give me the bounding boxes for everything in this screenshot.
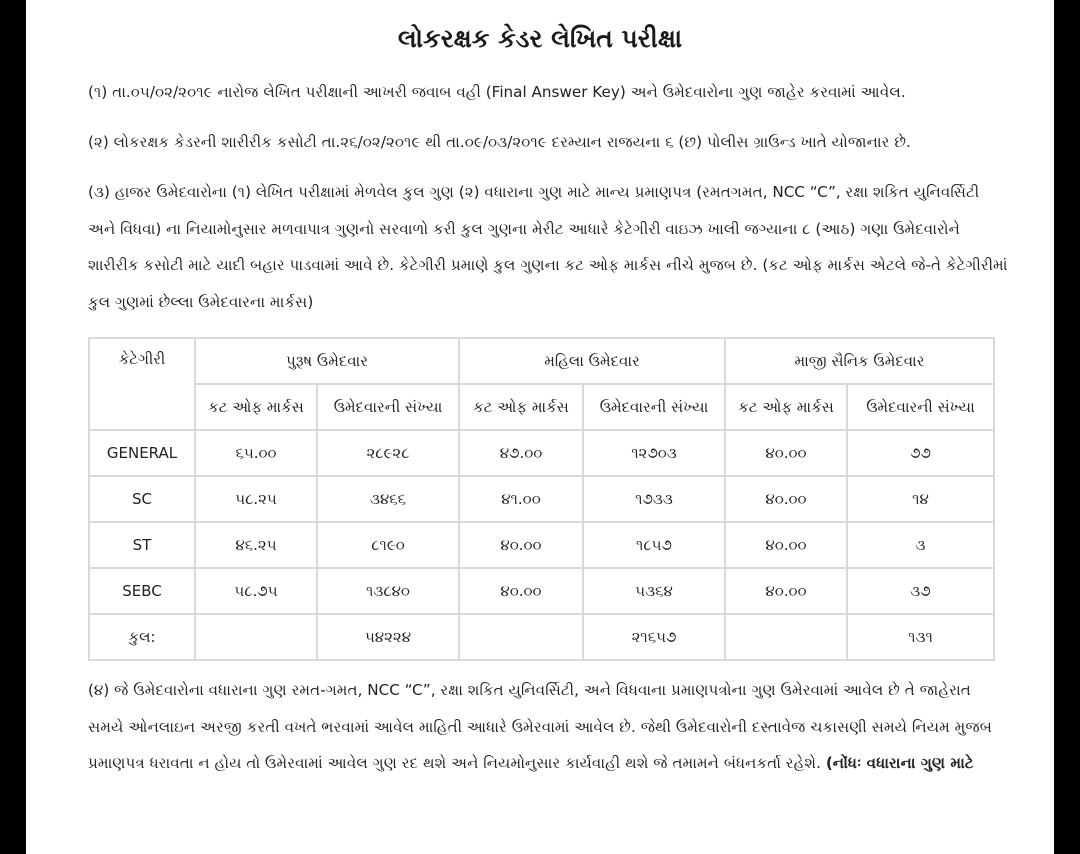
table-cell bbox=[195, 614, 317, 660]
table-cell: ૪૧.૦૦ bbox=[459, 476, 583, 522]
table-cell: ૪૬.૨૫ bbox=[195, 522, 317, 568]
group-header-female: મહિલા ઉમેદવાર bbox=[459, 338, 725, 384]
table-cell bbox=[459, 614, 583, 660]
row-category: SEBC bbox=[89, 568, 195, 614]
row-category: કુલ: bbox=[89, 614, 195, 660]
table-cell: ૨૮૯૨૮ bbox=[317, 430, 459, 476]
group-header-ex-servicemen: માજી સૈનિક ઉમેદવાર bbox=[725, 338, 994, 384]
table-cell: ૪૦.૦૦ bbox=[459, 568, 583, 614]
sub-header-cutoff: કટ ઓફ માર્કસ bbox=[725, 384, 847, 430]
table-cell: ૪૦.૦૦ bbox=[725, 522, 847, 568]
table-cell: ૪૦.૦૦ bbox=[725, 430, 847, 476]
row-category: SC bbox=[89, 476, 195, 522]
table-row bbox=[89, 522, 994, 568]
table-cell: ૧૩૧ bbox=[847, 614, 994, 660]
table-cell bbox=[725, 614, 847, 660]
table-row bbox=[89, 430, 994, 476]
paragraph-1: (૧) તા.૦૫/૦૨/૨૦૧૯ નારોજ લેખિત પરીક્ષાની આખરી જવાબ વહી (Final Answer Key) અને ઉમેદવારોના ગુણ જાહેર કરવામાં આવેલ. bbox=[88, 83, 906, 101]
sub-header-count: ઉમેદવારની સંખ્યા bbox=[847, 384, 994, 430]
table-cell: ૪૦.૦૦ bbox=[725, 568, 847, 614]
paragraph-3: (૩) હાજર ઉમેદવારોના (૧) લેખિત પરીક્ષામાં મેળવેલ કુલ ગુણ (૨) વધારાના ગુણ માટે માન્ય પ્રમાણપત્ર (રમતગમત, NCC “C”, રક્ષા શકિત યુનિવર્સિટી અને વિધવા) ના નિયામોનુસાર મળવાપાત્ર ગુણનો સરવાળો કરી કુલ ગુણના મેરીટ આધારે કેટેગીરી વાઇઝ ખાલી જગ્યાના ૮ (આઠ) ગણા ઉમેદવારોને શારીરીક કસોટી માટે યાદી બહાર પાડવામાં આવે છે. કેટેગીરી પ્રમાણે કુલ ગુણના કટ ઓફ માર્કસ નીચે મુજબ છે. (કટ ઓફ માર્કસ એટલે જે-તે કેટેગીરીમાં કુલ ગુણમાં છેલ્લા ઉમેદવારના માર્કસ) bbox=[88, 183, 1008, 311]
table-cell: ૪૦.૦૦ bbox=[459, 522, 583, 568]
table-cell: ૫૮.૨૫ bbox=[195, 476, 317, 522]
sub-header-count: ઉમેદવારની સંખ્યા bbox=[317, 384, 459, 430]
table-cell: ૭૭ bbox=[847, 430, 994, 476]
group-header-male: પુરૂષ ઉમેદવાર bbox=[195, 338, 459, 384]
sub-header-cutoff: કટ ઓફ માર્કસ bbox=[195, 384, 317, 430]
row-category: GENERAL bbox=[89, 430, 195, 476]
document-page bbox=[26, 0, 1054, 854]
table-cell: ૧૭૩૩ bbox=[583, 476, 725, 522]
sub-header-count: ઉમેદવારની સંખ્યા bbox=[583, 384, 725, 430]
table-row bbox=[89, 476, 994, 522]
table-cell: ૩ bbox=[847, 522, 994, 568]
table-cell: ૪૦.૦૦ bbox=[725, 476, 847, 522]
table-cell: ૬૫.૦૦ bbox=[195, 430, 317, 476]
cutoff-table bbox=[88, 337, 995, 661]
table-cell: ૫૮.૭૫ bbox=[195, 568, 317, 614]
table-cell: ૨૧૬૫૭ bbox=[583, 614, 725, 660]
table-cell: ૪૭.૦૦ bbox=[459, 430, 583, 476]
category-header: કેટેગીરી bbox=[89, 338, 195, 430]
table-cell: ૧૮૫૭ bbox=[583, 522, 725, 568]
table-cell: ૧૩૮૪૦ bbox=[317, 568, 459, 614]
paragraph-4-text: (૪) જે ઉમેદવારોના વધારાના ગુણ રમત-ગમત, NCC “C”, રક્ષા શકિત યુનિવર્સિટી, અને વિધવાના પ્રમાણપત્રોના ગુણ ઉમેરવામાં આવેલ છે તે જાહેરાત સમયે ઓનલાઇન અરજી કરતી વખતે ભરવામાં આવેલ માહિતી આધારે ઉમેરવામાં આવેલ છે. જેથી ઉમેદવારોની દસ્તાવેજ ચકાસણી સમયે નિયમ મુજબ પ્રમાણપત્ર ધરાવતા ન હોય તો ઉમેરવામાં આવેલ ગુણ રદ થશે અને નિયમોનુસાર કાર્યવાહી થશે જે તમામને બંધનકર્તા રહેશે. bbox=[88, 681, 992, 772]
row-category: ST bbox=[89, 522, 195, 568]
table-cell: ૩૭ bbox=[847, 568, 994, 614]
table-cell: ૧૨૭૦૩ bbox=[583, 430, 725, 476]
table-cell: ૩૪૬૬ bbox=[317, 476, 459, 522]
table-cell: ૫૪૨૨૪ bbox=[317, 614, 459, 660]
sub-header-cutoff: કટ ઓફ માર્કસ bbox=[459, 384, 583, 430]
paragraph-4 bbox=[88, 672, 1008, 782]
table-row-total bbox=[89, 614, 994, 660]
table-row bbox=[89, 568, 994, 614]
page-title: લોકરક્ષક કેડર લેખિત પરીક્ષા bbox=[397, 24, 683, 53]
table-cell: ૫૩૬૪ bbox=[583, 568, 725, 614]
table-cell: ૧૪ bbox=[847, 476, 994, 522]
table-cell: ૮૧૯૦ bbox=[317, 522, 459, 568]
paragraph-2: (૨) લોકરક્ષક કેડરની શારીરીક કસોટી તા.૨૬/૦૨/૨૦૧૯ થી તા.૦૯/૦૩/૨૦૧૯ દરમ્યાન રાજયના ૬ (છ) પોલીસ ગ્રાઉન્ડ ખાતે યોજાનાર છે. bbox=[88, 133, 911, 151]
paragraph-4-note: (નોંધઃ વધારાના ગુણ માટે bbox=[825, 754, 974, 772]
